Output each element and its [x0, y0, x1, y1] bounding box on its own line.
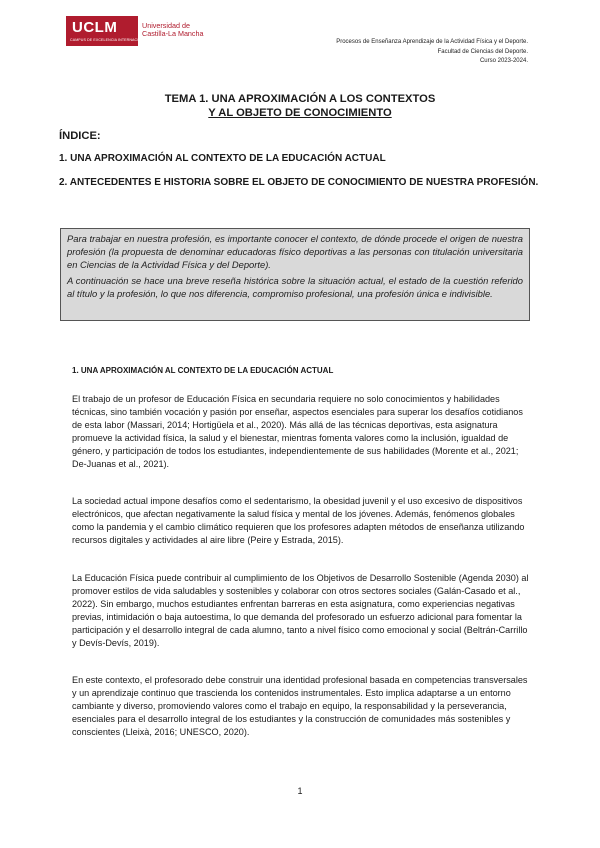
- intro-paragraph-1: Para trabajar en nuestra profesión, es importante conocer el contexto, de dónde procede el origen de nuestra profesión (la propuesta de denominar educadoras físico deportivas a las personas con titulación universitaria en Ciencias de la Actividad Física y del Deporte).: [67, 233, 523, 270]
- logo-subtext: CAMPUS DE EXCELENCIA INTERNACIONAL: [70, 38, 149, 42]
- course-line-3: Curso 2023-2024.: [479, 58, 528, 64]
- course-header: [336, 38, 528, 67]
- intro-paragraph-2: A continuación se hace una breve reseña histórica sobre la situación actual, el estado de la cuestión referido al título y la profesión, lo que nos diferencia, compromiso profesional, una profesión única e indivisible.: [67, 275, 523, 299]
- title-line-2: Y AL OBJETO DE CONOCIMIENTO: [208, 107, 392, 119]
- body-paragraph-1: El trabajo de un profesor de Educación Física en secundaria requiere no solo conocimientos y habilidades técnicas, sino también vocación y pasión por enseñar, aspectos esenciales para superar los desafíos cotidianos de esta labor (Massari, 2014; Hortigüela et al., 2020). Más allá de las técnicas deportivas, esta asignatura promueve la actividad física, la salud y el bienestar, mientras fomenta valores como la inclusión, igualdad de género, y participación de todos los estudiantes, independientemente de sus habilidades (Morente et al., 2021; De-Juanas et al., 2021).: [72, 394, 523, 469]
- body-paragraph-3: La Educación Física puede contribuir al cumplimiento de los Objetivos de Desarrollo Sostenible (Agenda 2030) al promover estilos de vida saludables y sostenibles y colaborar con otros sectores sociales (Galán-Casado et al., 2022). Sin embargo, muchos estudiantes enfrentan barreras en esta asignatura, como experiencias negativas previas, intimidación o baja autoestima, lo que demanda del profesorado un esfuerzo adicional para fomentar la participación y el desarrollo integral de cada alumno, tanto a nivel físico como emocional y social (Beltrán-Carrillo y Devís-Devís, 2019).: [72, 573, 529, 648]
- course-line-1: Procesos de Enseñanza Aprendizaje de la Actividad Física y el Deporte.: [336, 39, 528, 45]
- university-name: [142, 22, 204, 38]
- document-title: [0, 92, 600, 120]
- index-item-2: 2. ANTECEDENTES E HISTORIA SOBRE EL OBJETO DE CONOCIMIENTO DE NUESTRA PROFESIÓN.: [59, 177, 539, 188]
- section-heading: 1. UNA APROXIMACIÓN AL CONTEXTO DE LA EDUCACIÓN ACTUAL: [72, 366, 334, 375]
- body-paragraph-4: En este contexto, el profesorado debe construir una identidad profesional basada en competencias transversales y un aprendizaje continuo que trascienda los contenidos instrumentales. Esto implica adaptarse a un entorno cambiante y diverso, promoviendo valores como el trabajo en equipo, la responsabilidad y la perseverancia, esenciales para el desarrollo integral de los estudiantes y la construcción de comunidades más sostenibles y conscientes (Lleixà, 2016; UNESCO, 2020).: [72, 675, 528, 737]
- intro-box: [60, 228, 530, 321]
- university-line-2: Castilla-La Mancha: [142, 29, 204, 38]
- index-heading: ÍNDICE:: [59, 130, 101, 142]
- logo-text: UCLM: [72, 19, 118, 36]
- uclm-logo: [66, 16, 149, 46]
- body-paragraph-2: La sociedad actual impone desafíos como el sedentarismo, la obesidad juvenil y el uso excesivo de dispositivos electrónicos, que afectan negativamente la salud física y mental de los jóvenes. Además, fenómenos globales como la pandemia y el cambio climático requieren que los profesores adapten métodos de enseñanza utilizando recursos digitales y actividades al aire libre (Peire y Estrada, 2015).: [72, 496, 525, 545]
- index-item-1: 1. UNA APROXIMACIÓN AL CONTEXTO DE LA EDUCACIÓN ACTUAL: [59, 153, 386, 164]
- course-line-2: Facultad de Ciencias del Deporte.: [437, 48, 528, 55]
- university-line-1: Universidad de: [142, 21, 190, 30]
- title-line-1: TEMA 1. UNA APROXIMACIÓN A LOS CONTEXTOS: [164, 93, 436, 105]
- page-number: 1: [297, 786, 303, 796]
